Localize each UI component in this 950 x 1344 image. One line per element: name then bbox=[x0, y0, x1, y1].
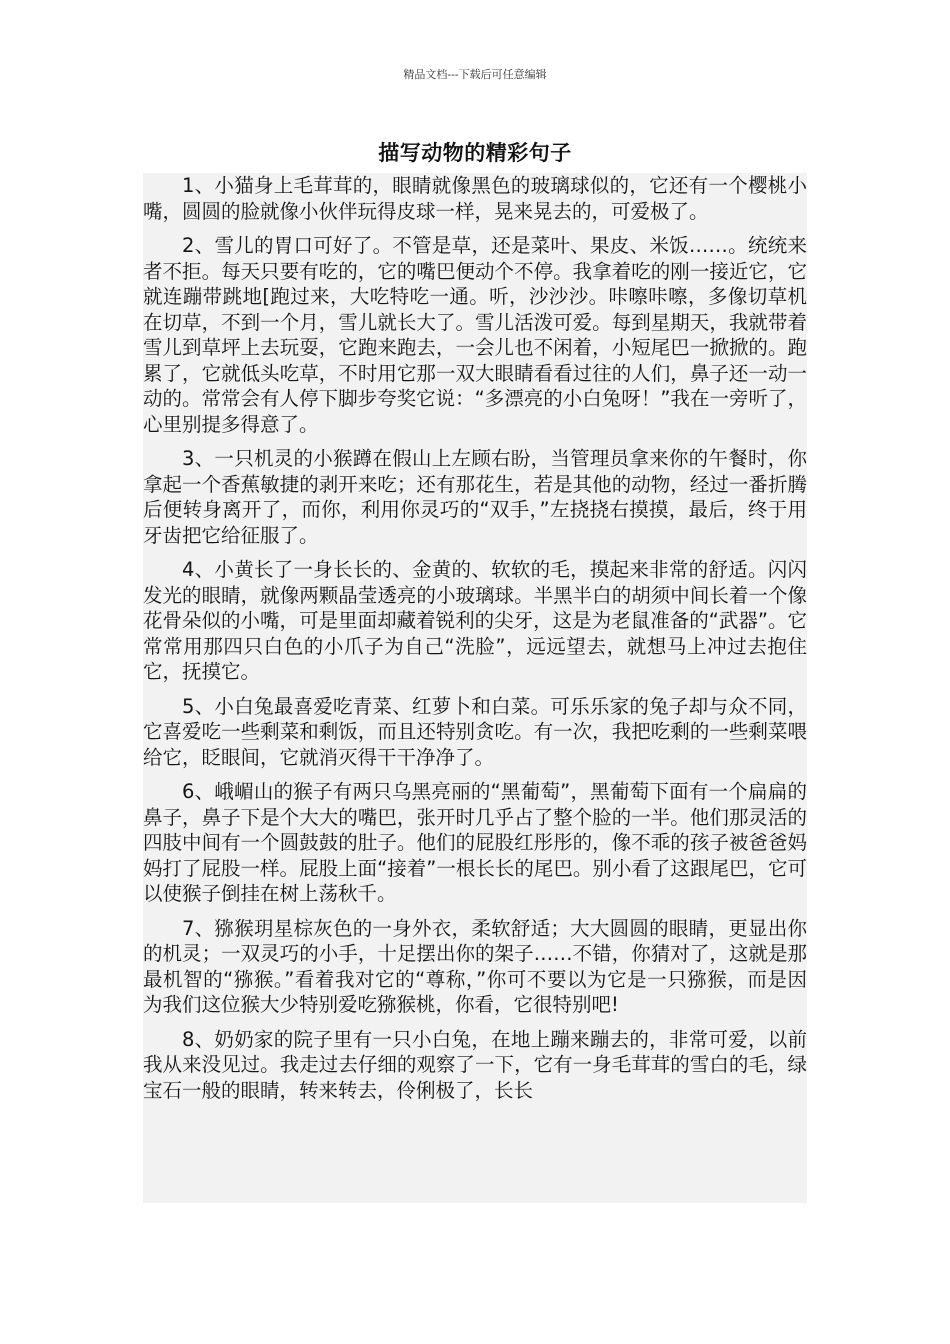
paragraph-4: 4、小黄长了一身长长的、金黄的、软软的毛，摸起来非常的舒适。闪闪发光的眼睛，就像两颗晶莹透亮的小玻璃球。半黑半白的胡须中间长着一个像花骨朵似的小嘴，可是里面却藏着锐利的尖牙，这是为老鼠准备的“武器”。它常常用那四只白色的小爪子为自己“洗脸”，远远望去，就想马上冲过去抱住它，抚摸它。 bbox=[143, 558, 807, 683]
document-body bbox=[143, 173, 807, 1203]
paragraph-7: 7、猕猴玥星棕灰色的一身外衣，柔软舒适；大大圆圆的眼睛，更显出你的机灵；一双灵巧的小手，十足摆出你的架子……不错，你猜对了，这就是那最机智的“猕猴。”看着我对它的“尊称，”你可不要以为它是一只猕猴，而是因为我们这位猴大少特别爱吃猕猴桃，你看，它很特别吧! bbox=[143, 916, 807, 1016]
paragraph-5: 5、小白兔最喜爱吃青菜、红萝卜和白菜。可乐乐家的兔子却与众不同，它喜爱吃一些剩菜和剩饭，而且还特别贪吃。有一次，我把吃剩的一些剩菜喂给它，眨眼间，它就消灭得干干净净了。 bbox=[143, 694, 807, 769]
paragraph-2: 2、雪儿的胃口可好了。不管是草，还是菜叶、果皮、米饭……。统统来者不拒。每天只要有吃的，它的嘴巴便动个不停。我拿着吃的刚一接近它，它就连蹦带跳地[跑过来，大吃特吃一通。听，沙沙沙。咔嚓咔嚓，多像切草机在切草，不到一个月，雪儿就长大了。雪儿活泼可爱。每到星期天，我就带着雪儿到草坪上去玩耍，它跑来跑去，一会儿也不闲着，小短尾巴一掀掀的。跑累了，它就低头吃草，不时用它那一双大眼睛看看过往的人们，鼻子还一动一动的。常常会有人停下脚步夸奖它说：“多漂亮的小白兔呀！”我在一旁听了，心里别提多得意了。 bbox=[143, 234, 807, 436]
paragraph-1: 1、小猫身上毛茸茸的，眼睛就像黑色的玻璃球似的，它还有一个樱桃小嘴，圆圆的脸就像小伙伴玩得皮球一样，晃来晃去的，可爱极了。 bbox=[143, 174, 807, 223]
document-title: 描写动物的精彩句子 bbox=[378, 141, 572, 165]
header-note: 精品文档---下载后可任意编辑 bbox=[403, 68, 547, 81]
paragraph-8: 8、奶奶家的院子里有一只小白兔，在地上蹦来蹦去的，非常可爱，以前我从来没见过。我走过去仔细的观察了一下，它有一身毛茸茸的雪白的毛，绿宝石一般的眼睛，转来转去，伶俐极了，长长 bbox=[143, 1027, 807, 1102]
paragraph-6: 6、峨嵋山的猴子有两只乌黑亮丽的“黑葡萄”，黑葡萄下面有一个扁扁的鼻子，鼻子下是个大大的嘴巴，张开时几乎占了整个脸的一半。他们那灵活的四肢中间有一个圆鼓鼓的肚子。他们的屁股红彤彤的，像不乖的孩子被爸爸妈妈打了屁股一样。屁股上面“接着”一根长长的尾巴。别小看了这跟尾巴，它可以使猴子倒挂在树上荡秋千。 bbox=[143, 780, 807, 905]
paragraph-3: 3、一只机灵的小猴蹲在假山上左顾右盼，当管理员拿来你的午餐时，你拿起一个香蕉敏捷的剥开来吃；还有那花生，若是其他的动物，经过一番折腾后便转身离开了，而你，利用你灵巧的“双手，”左挠挠右摸摸，最后，终于用牙齿把它给征服了。 bbox=[143, 447, 807, 547]
